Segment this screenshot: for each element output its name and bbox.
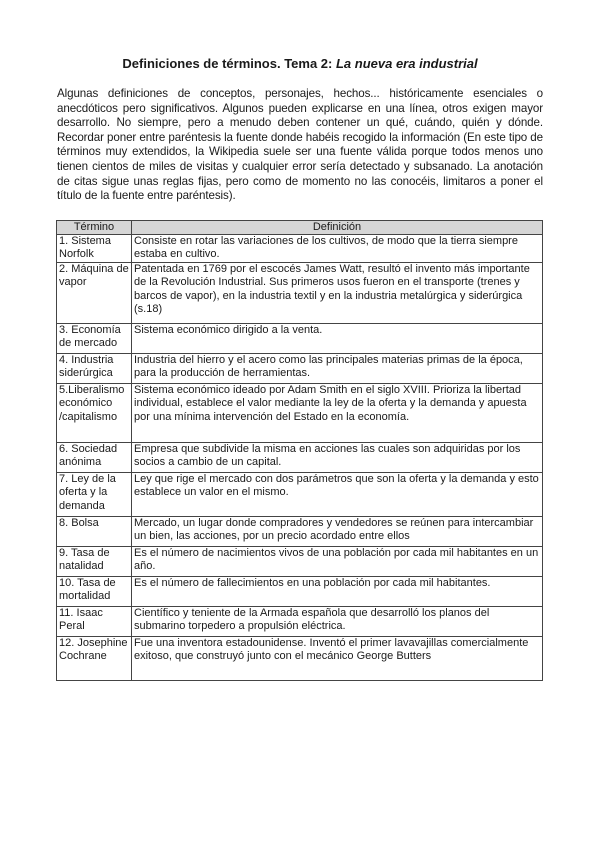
table-row: [57, 577, 543, 607]
definition-cell: Es el número de nacimientos vivos de una población por cada mil habitantes en un año.: [132, 547, 543, 577]
term-cell: 3. Economía de mercado: [57, 324, 132, 354]
table-row: [57, 473, 543, 517]
definition-cell: Consiste en rotar las variaciones de los cultivos, de modo que la tierra siempre estaba en cultivo.: [132, 235, 543, 263]
definition-cell: Sistema económico dirigido a la venta.: [132, 324, 543, 354]
term-cell: 6. Sociedad anónima: [57, 443, 132, 473]
definition-cell: Fue una inventora estadounidense. Inventó el primer lavavajillas comercialmente exitoso, que construyó junto con el mecánico George Butters: [132, 637, 543, 681]
term-cell: 4. Industria siderúrgica: [57, 354, 132, 384]
term-cell: 9. Tasa de natalidad: [57, 547, 132, 577]
table-row: [57, 517, 543, 547]
definition-cell: Mercado, un lugar donde compradores y vendedores se reúnen para intercambiar un bien, las acciones, por un precio acordado entre ellos: [132, 517, 543, 547]
definition-cell: Es el número de fallecimientos en una población por cada mil habitantes.: [132, 577, 543, 607]
table-row: [57, 384, 543, 443]
table-row: [57, 637, 543, 681]
title-prefix: Definiciones de términos. Tema 2:: [122, 56, 336, 71]
table-row: [57, 263, 543, 324]
table-row: [57, 235, 543, 263]
table-row: [57, 354, 543, 384]
table-row: [57, 324, 543, 354]
term-cell: 5.Liberalismo económico /capitalismo: [57, 384, 132, 443]
intro-paragraph: Algunas definiciones de conceptos, personajes, hechos... históricamente esenciales o anecdóticos pero significativos. Algunos pueden explicarse en una línea, otros exigen mayor desarrollo. No siempre, pero a menudo deben contener un qué, cuándo, quién y dónde. Recordar poner entre paréntesis la fuente donde habéis recogido la información (En este tipo de términos muy extendidos, la Wikipedia suele ser una fuente válida porque todos menos uno tienen cientos de miles de visitas y cualquier error sería detectado y subsanado. La anotación de citas sigue unas reglas fijas, pero como de momento no las conocéis, limitaros a poner el título de la fuente entre paréntesis).: [57, 87, 543, 203]
term-cell: 2. Máquina de vapor: [57, 263, 132, 324]
table-header-row: [57, 221, 543, 235]
definition-cell: Empresa que subdivide la misma en acciones las cuales son adquiridas por los socios a cambio de un capital.: [132, 443, 543, 473]
definition-cell: Científico y teniente de la Armada española que desarrolló los planos del submarino torpedero a propulsión eléctrica.: [132, 607, 543, 637]
definition-cell: Sistema económico ideado por Adam Smith en el siglo XVIII. Prioriza la libertad individual, establece el valor mediante la ley de la oferta y la demanda y apuesta por una mínima intervención del Estado en la economía.: [132, 384, 543, 443]
terms-table: [56, 220, 543, 681]
definition-cell: Patentada en 1769 por el escocés James Watt, resultó el invento más importante de la Revolución Industrial. Sus primeros usos fueron en el transporte (trenes y barcos de vapor), en la industria textil y en la industria metalúrgica y siderúrgica (s.18): [132, 263, 543, 324]
definition-cell: Industria del hierro y el acero como las principales materias primas de la época, para la producción de herramientas.: [132, 354, 543, 384]
term-cell: 12. Josephine Cochrane: [57, 637, 132, 681]
header-term: Término: [57, 221, 132, 235]
header-definition: Definición: [132, 221, 543, 235]
table-row: [57, 607, 543, 637]
table-row: [57, 547, 543, 577]
term-cell: 10. Tasa de mortalidad: [57, 577, 132, 607]
term-cell: 11. Isaac Peral: [57, 607, 132, 637]
table-row: [57, 443, 543, 473]
title-italic: La nueva era industrial: [335, 56, 478, 71]
term-cell: 7. Ley de la oferta y la demanda: [57, 473, 132, 517]
term-cell: 1. Sistema Norfolk: [57, 235, 132, 263]
term-cell: 8. Bolsa: [57, 517, 132, 547]
definition-cell: Ley que rige el mercado con dos parámetros que son la oferta y la demanda y esto establece un valor en el mismo.: [132, 473, 543, 517]
page-title: [0, 56, 600, 71]
